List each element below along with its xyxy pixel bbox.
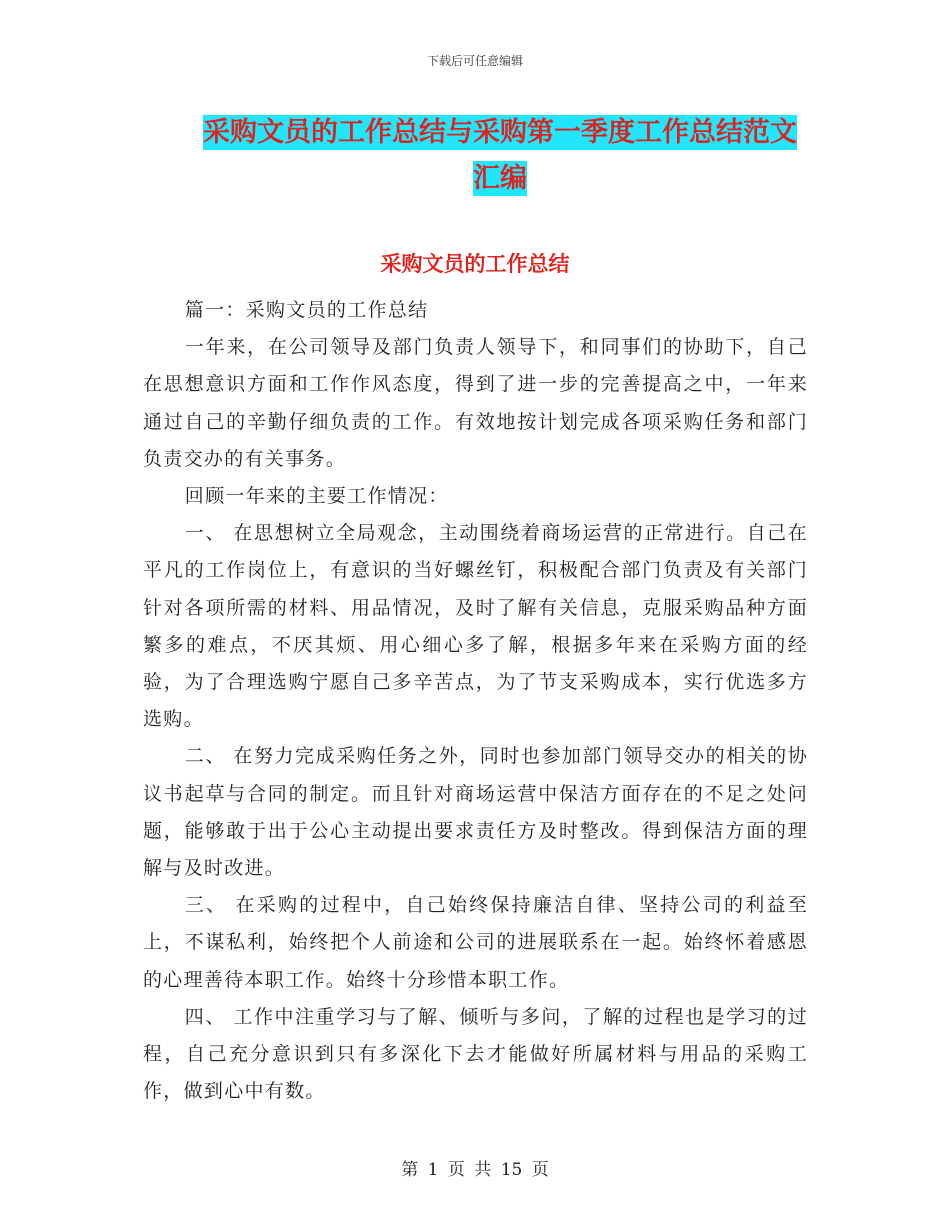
document-title-text: 采购文员的工作总结与采购第一季度工作总结范文汇编 — [203, 117, 797, 194]
document-title — [190, 110, 810, 202]
paragraph: 回顾一年来的主要工作情况： — [184, 485, 449, 508]
paragraph: 四、 工作中注重学习与了解、倾听与多问，了解的过程也是学习的过程，自己充分意识到只有多深化下去才能做好所属材料与用品的采购工作，做到心中有数。 — [143, 1005, 808, 1103]
paragraph: 一年来，在公司领导及部门负责人领导下，和同事们的协助下，自己在思想意识方面和工作作风态度，得到了进一步的完善提高之中，一年来通过自己的辛勤仔细负责的工作。有效地按计划完成各项采购任务和部门负责交办的有关事务。 — [143, 336, 808, 470]
paragraph: 三、 在采购的过程中，自己始终保持廉洁自律、坚持公司的利益至上，不谋私利，始终把个人前途和公司的进展联系在一起。始终怀着感恩的心理善待本职工作。始终十分珍惜本职工作。 — [143, 894, 808, 991]
body-text — [143, 292, 808, 1110]
paragraph: 二、 在努力完成采购任务之外，同时也参加部门领导交办的相关的协议书起草与合同的制定。而且针对商场运营中保洁方面存在的不足之处问题，能够敢于出于公心主动提出要求责任方及时整改。得到保洁方面的理解与及时改进。 — [143, 745, 808, 880]
paragraph: 一、 在思想树立全局观念，主动围绕着商场运营的正常进行。自己在平凡的工作岗位上，有意识的当好螺丝钉，积极配合部门负责及有关部门针对各项所需的材料、用品情况，及时了解有关信息，克服采购品种方面繁多的难点，不厌其烦、用心细心多了解，根据多年来在采购方面的经验，为了合理选购宁愿自己多辛苦点，为了节支采购成本，实行优选多方选购。 — [143, 522, 808, 731]
page-header-note: 下载后可任意编辑 — [426, 54, 523, 68]
section-title: 采购文员的工作总结 — [380, 252, 570, 276]
page-number-footer: 第 1 页 共 15 页 — [401, 1160, 549, 1180]
paragraph: 篇一：采购文员的工作总结 — [184, 299, 429, 321]
